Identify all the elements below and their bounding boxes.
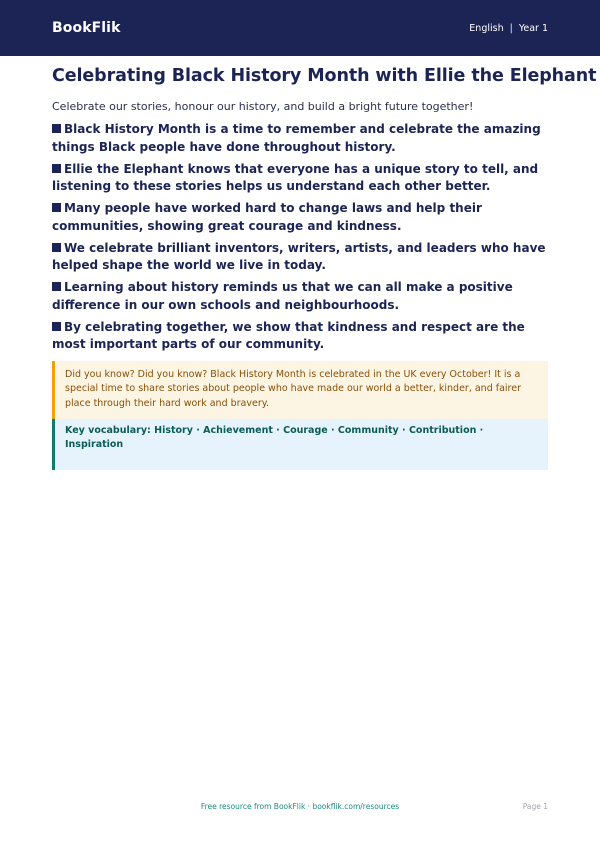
square-bullet-icon xyxy=(52,322,61,331)
list-item xyxy=(52,319,548,354)
subject-label: English xyxy=(469,22,504,34)
list-item xyxy=(52,161,548,196)
page-footer xyxy=(0,800,600,816)
subject-year-meta xyxy=(469,23,548,34)
square-bullet-icon xyxy=(52,164,61,173)
list-item-text: Many people have worked hard to change laws and help their communities, showing great courage and kindness. xyxy=(52,201,482,233)
did-you-know-callout: Did you know? Did you know? Black History Month is celebrated in the UK every October! It is a special time to share stories about people who have made our world a better, kinder, and fairer place through their hard work and bravery. xyxy=(52,361,548,420)
square-bullet-icon xyxy=(52,124,61,133)
list-item xyxy=(52,121,548,156)
footer-resource-link[interactable]: Free resource from BookFlik · bookflik.com/resources xyxy=(200,802,400,811)
main-content xyxy=(52,64,597,470)
brand-logo[interactable]: BookFlik xyxy=(52,20,121,36)
key-points-list xyxy=(52,121,548,354)
site-header xyxy=(0,0,600,56)
list-item-text: Learning about history reminds us that we can all make a positive difference in our own schools and neighbourhoods. xyxy=(52,280,513,312)
meta-separator: | xyxy=(509,22,513,34)
list-item-text: By celebrating together, we show that kindness and respect are the most important parts of our community. xyxy=(52,319,525,351)
list-item-text: We celebrate brilliant inventors, writers, artists, and leaders who have helped shape the world we live in today. xyxy=(52,240,546,272)
list-item xyxy=(52,200,548,235)
intro-text: Celebrate our stories, honour our history, and build a bright future together! xyxy=(52,100,474,113)
page-title: Celebrating Black History Month with Ellie the Elephant xyxy=(52,66,597,86)
list-item-text: Ellie the Elephant knows that everyone has a unique story to tell, and listening to these stories helps us understand each other better. xyxy=(52,161,539,193)
list-item xyxy=(52,279,548,314)
year-label: Year 1 xyxy=(518,22,548,34)
square-bullet-icon xyxy=(52,282,61,291)
list-item-text: Black History Month is a time to remember and celebrate the amazing things Black people have done throughout history. xyxy=(52,122,541,154)
list-item xyxy=(52,240,548,275)
key-vocabulary-box: Key vocabulary: History · Achievement · Courage · Community · Contribution · Inspiration xyxy=(52,419,548,470)
square-bullet-icon xyxy=(52,243,61,252)
page-number: Page 1 xyxy=(522,802,548,811)
square-bullet-icon xyxy=(52,203,61,212)
